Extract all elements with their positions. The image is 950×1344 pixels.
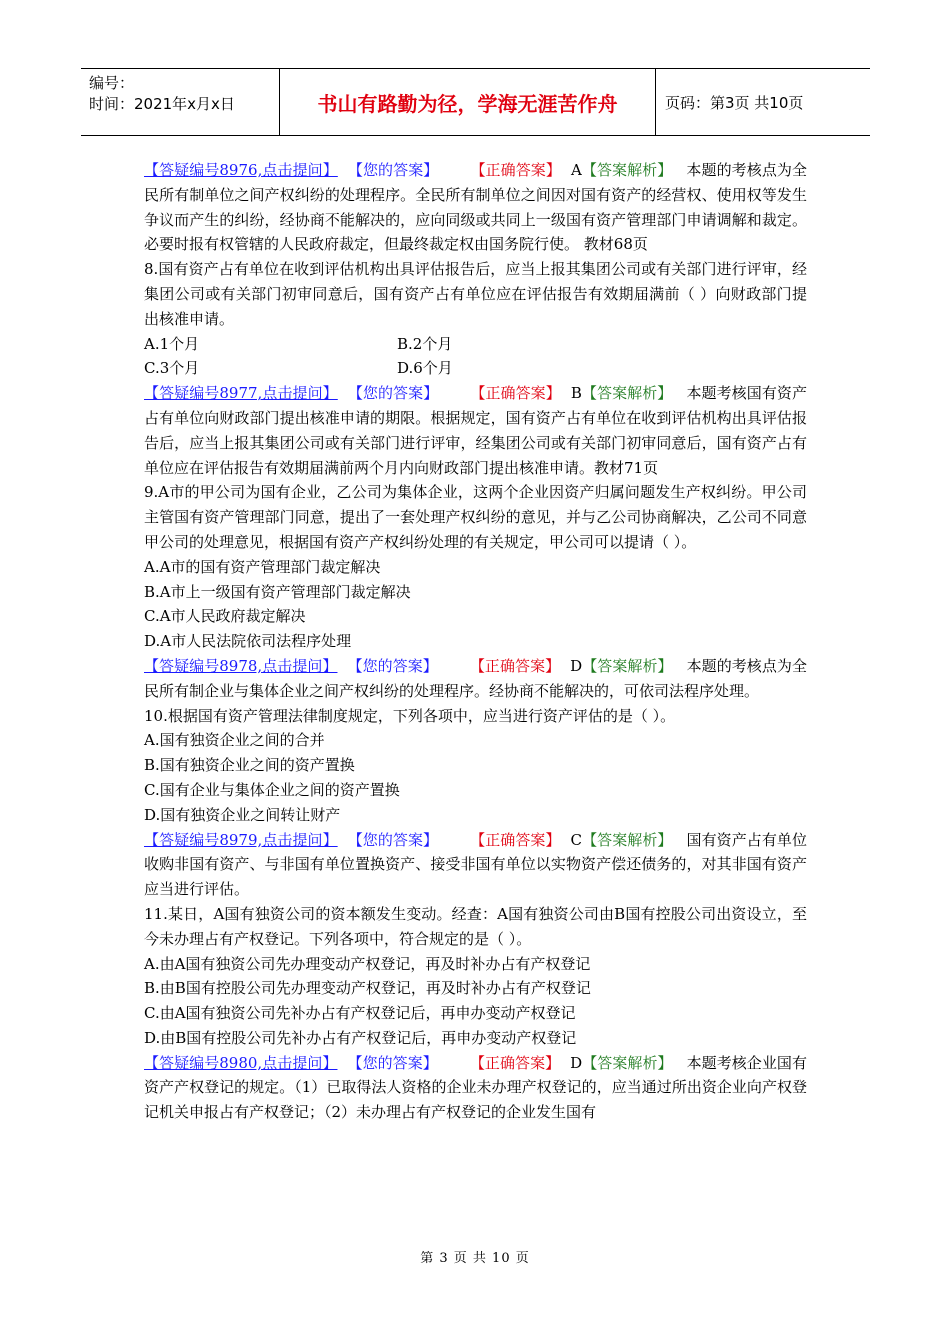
number-label: 编号： xyxy=(89,74,135,92)
option-d: D.国有独资企业之间转让财产 xyxy=(144,805,341,824)
analysis-label: 【答案解析】 xyxy=(581,161,673,179)
correct-answer-label: 【正确答案】 xyxy=(470,830,561,849)
time-label: 时间：2021年x月x日 xyxy=(89,95,235,113)
page-footer: 第 3 页 共 10 页 xyxy=(420,1251,530,1266)
answer-block-8977 xyxy=(144,381,807,480)
correct-answer-value: B xyxy=(570,384,582,403)
correct-answer-label: 【正确答案】 xyxy=(469,656,561,675)
option-b: B.由B国有控股公司先办理变动产权登记，再及时补办占有产权登记 xyxy=(144,979,591,998)
option-a: A.由A国有独资公司先办理变动产权登记，再及时补办占有产权登记 xyxy=(144,954,591,973)
document-body xyxy=(144,158,807,1125)
analysis-label: 【答案解析】 xyxy=(582,1053,673,1072)
your-answer-label: 【您的答案】 xyxy=(347,161,439,179)
question-8-options-row-1 xyxy=(144,332,807,357)
analysis-label: 【答案解析】 xyxy=(582,830,673,849)
header-page-info: 页码：第3页 共10页 xyxy=(665,93,804,112)
correct-answer-label: 【正确答案】 xyxy=(470,161,561,179)
option-a: A.国有独资企业之间的合并 xyxy=(144,731,325,750)
header-meta xyxy=(81,69,280,135)
answer-block-8978 xyxy=(144,654,807,704)
ask-question-link[interactable]: 【答疑编号8979,点击提问】 xyxy=(144,830,338,849)
ask-question-link[interactable]: 【答疑编号8977,点击提问】 xyxy=(144,384,338,403)
option-c: C.A市人民政府裁定解决 xyxy=(144,607,306,626)
page-header xyxy=(81,68,870,136)
option-c: C.国有企业与集体企业之间的资产置换 xyxy=(144,780,400,799)
analysis-text: 国有资产占有单位收购非国有资产、与非国有单位置换资产、接受非国有单位以实物资产偿还债务的，对其非国有资产应当进行评估。 xyxy=(144,830,807,899)
your-answer-label: 【您的答案】 xyxy=(347,830,439,849)
option-b: B.国有独资企业之间的资产置换 xyxy=(144,756,355,775)
correct-answer-value: C xyxy=(570,830,583,849)
option-d: D.由B国有控股公司先补办占有产权登记后，再申办变动产权登记 xyxy=(144,1028,577,1047)
correct-answer-label: 【正确答案】 xyxy=(470,384,561,403)
ask-question-link[interactable]: 【答疑编号8978,点击提问】 xyxy=(144,656,338,675)
ask-question-link[interactable]: 【答疑编号8980,点击提问】 xyxy=(144,1053,338,1072)
analysis-text: 本题考核国有资产占有单位向财政部门提出核准申请的期限。根据规定，国有资产占有单位在收到评估机构出具评估报告后，应当上报其集团公司或有关部门进行评审，经集团公司或有关部门初审同意后，国有资产占有单位应在评估报告有效期届满前两个月内向财政部门提出核准申请。教材71页 xyxy=(144,384,807,477)
answer-block-8976 xyxy=(144,158,807,257)
question-11-stem: 11.某日，A国有独资公司的资本额发生变动。经查：A国有独资公司由B国有控股公司出资设立，至今未办理占有产权登记。下列各项中，符合规定的是（ ）。 xyxy=(144,904,807,948)
correct-answer-value: A xyxy=(570,161,582,179)
your-answer-label: 【您的答案】 xyxy=(347,656,438,675)
option-c: C.由A国有独资公司先补办占有产权登记后，再申办变动产权登记 xyxy=(144,1004,576,1023)
analysis-label: 【答案解析】 xyxy=(582,656,673,675)
correct-answer-value: D xyxy=(570,1053,583,1072)
question-8-options-row-2 xyxy=(144,356,807,381)
ask-question-link[interactable]: 【答疑编号8976,点击提问】 xyxy=(144,161,338,179)
analysis-text: 本题的考核点为全民所有制企业与集体企业之间产权纠纷的处理程序。经协商不能解决的，可依司法程序处理。 xyxy=(144,656,807,700)
analysis-label: 【答案解析】 xyxy=(581,384,673,403)
header-motto: 书山有路勤为径，学海无涯苦作舟 xyxy=(280,69,656,135)
your-answer-label: 【您的答案】 xyxy=(347,384,439,403)
question-9-stem: 9.A市的甲公司为国有企业，乙公司为集体企业，这两个企业因资产归属问题发生产权纠纷。甲公司主管国有资产管理部门同意，提出了一套处理产权纠纷的意见，并与乙公司协商解决，乙公司不同意甲公司的处理意见，根据国有资产产权纠纷处理的有关规定，甲公司可以提请（ ）。 xyxy=(144,483,807,551)
answer-block-8980 xyxy=(144,1051,807,1125)
option-c: C.3个月 xyxy=(144,359,200,378)
option-d: D.6个月 xyxy=(397,359,453,378)
option-b: B.2个月 xyxy=(397,334,453,353)
option-d: D.A市人民法院依司法程序处理 xyxy=(144,632,352,651)
your-answer-label: 【您的答案】 xyxy=(347,1053,438,1072)
correct-answer-label: 【正确答案】 xyxy=(469,1053,561,1072)
option-b: B.A市上一级国有资产管理部门裁定解决 xyxy=(144,582,411,601)
correct-answer-value: D xyxy=(570,656,583,675)
option-a: A.A市的国有资产管理部门裁定解决 xyxy=(144,557,381,576)
analysis-text: 本题考核企业国有资产产权登记的规定。（1）已取得法人资格的企业未办理产权登记的，应当通过所出资企业向产权登记机关申报占有产权登记；（2）未办理占有产权登记的企业发生国有 xyxy=(144,1053,807,1122)
option-a: A.1个月 xyxy=(144,334,200,353)
question-8-stem: 8.国有资产占有单位在收到评估机构出具评估报告后，应当上报其集团公司或有关部门进行评审，经集团公司或有关部门初审同意后，国有资产占有单位应在评估报告有效期届满前（ ）向财政部门提出核准申请。 xyxy=(144,260,807,328)
analysis-text: 本题的考核点为全民所有制单位之间产权纠纷的处理程序。全民所有制单位之间因对国有资产的经营权、使用权等发生争议而产生的纠纷，经协商不能解决的，应向同级或共同上一级国有资产管理部门申请调解和裁定。必要时报有权管辖的人民政府裁定，但最终裁定权由国务院行使。 教材68页 xyxy=(144,161,807,254)
question-10-stem: 10.根据国有资产管理法律制度规定，下列各项中，应当进行资产评估的是（ ）。 xyxy=(144,706,676,725)
answer-block-8979 xyxy=(144,828,807,902)
